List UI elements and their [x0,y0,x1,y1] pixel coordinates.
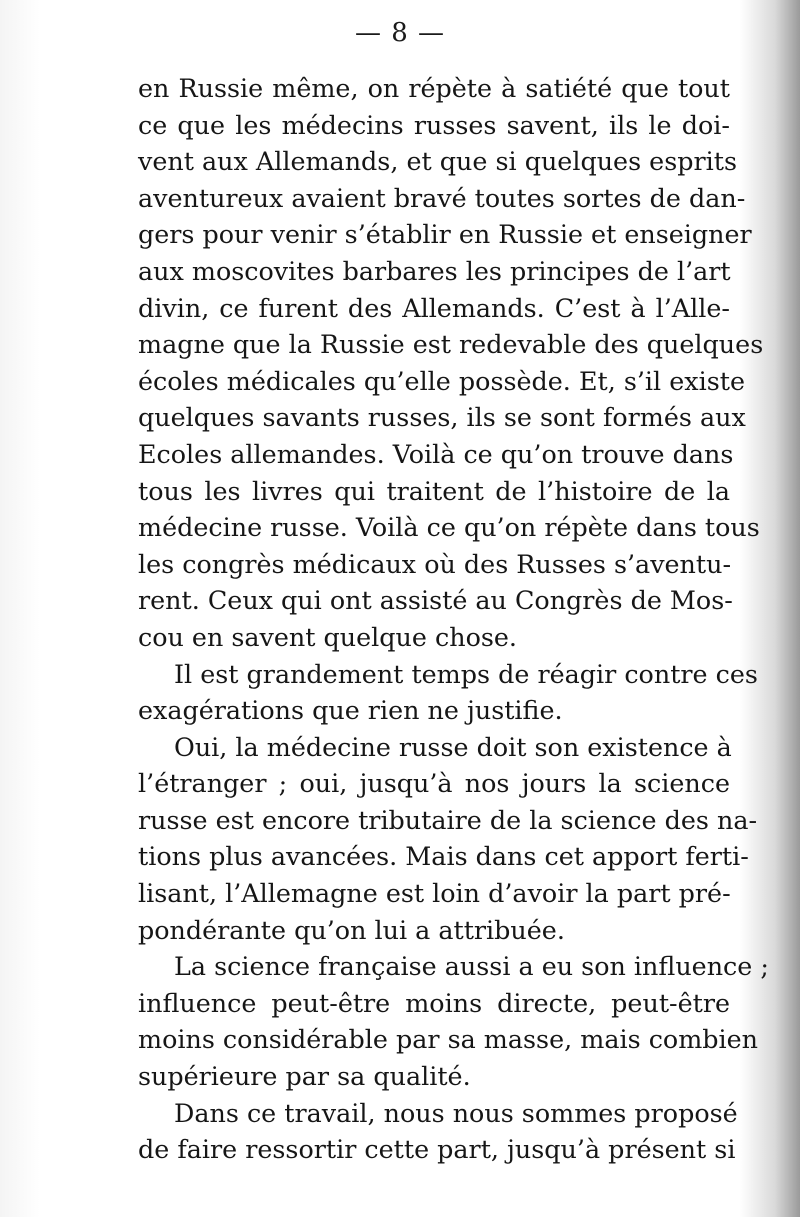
text-line: Il est grandement temps de réagir contre ces [174,658,758,689]
text-line: l’étranger ; oui, jusqu’à nos jours la science [138,768,730,799]
text-line: exagérations que rien ne justifie. [138,695,563,726]
text-line: les congrès médicaux où des Russes s’aventu- [138,548,732,579]
text-line: écoles médicales qu’elle possède. Et, s’il existe [138,365,745,396]
text-line: Ecoles allemandes. Voilà ce qu’on trouve dans [138,438,734,469]
text-line: lisant, l’Allemagne est loin d’avoir la part pré- [138,878,731,909]
text-line: tous les livres qui traitent de l’histoire de la [138,475,730,506]
text-line: gers pour venir s’établir en Russie et enseigner [138,219,752,250]
text-line: vent aux Allemands, et que si quelques esprits [138,146,737,177]
text-line: aventureux avaient bravé toutes sortes de dan- [138,182,746,213]
text-line: divin, ce furent des Allemands. C’est à l’Alle- [138,292,730,323]
text-line: aux moscovites barbares les principes de l’art [138,255,731,286]
page-number: — 8 — [354,18,446,48]
text-line: moins considérable par sa masse, mais combien [138,1024,759,1055]
text-line: pondérante qu’on lui a attribuée. [138,914,565,945]
text-line: Dans ce travail, nous nous sommes proposé [174,1097,738,1128]
text-line: rent. Ceux qui ont assisté au Congrès de Mos- [138,585,733,616]
text-line: de faire ressortir cette part, jusqu’à présent si [138,1134,736,1165]
body-text [138,70,769,1168]
text-line: russe est encore tributaire de la science des na- [138,804,758,835]
text-line: La science française aussi a eu son influence ; [174,951,769,982]
text-line: Oui, la médecine russe doit son existence à [174,731,732,762]
text-line: tions plus avancées. Mais dans cet apport ferti- [138,841,749,872]
text-line: cou en savent quelque chose. [138,621,517,652]
text-line: médecine russe. Voilà ce qu’on répète dans tous [138,512,760,543]
text-line: en Russie même, on répète à satiété que tout [138,73,730,103]
text-line: supérieure par sa qualité. [138,1061,471,1092]
text-line: ce que les médecins russes savent, ils le doi- [138,109,730,140]
text-line: magne que la Russie est redevable des quelques [138,329,764,360]
text-line: quelques savants russes, ils se sont formés aux [138,402,746,433]
text-line: influence peut-être moins directe, peut-être [138,987,730,1018]
